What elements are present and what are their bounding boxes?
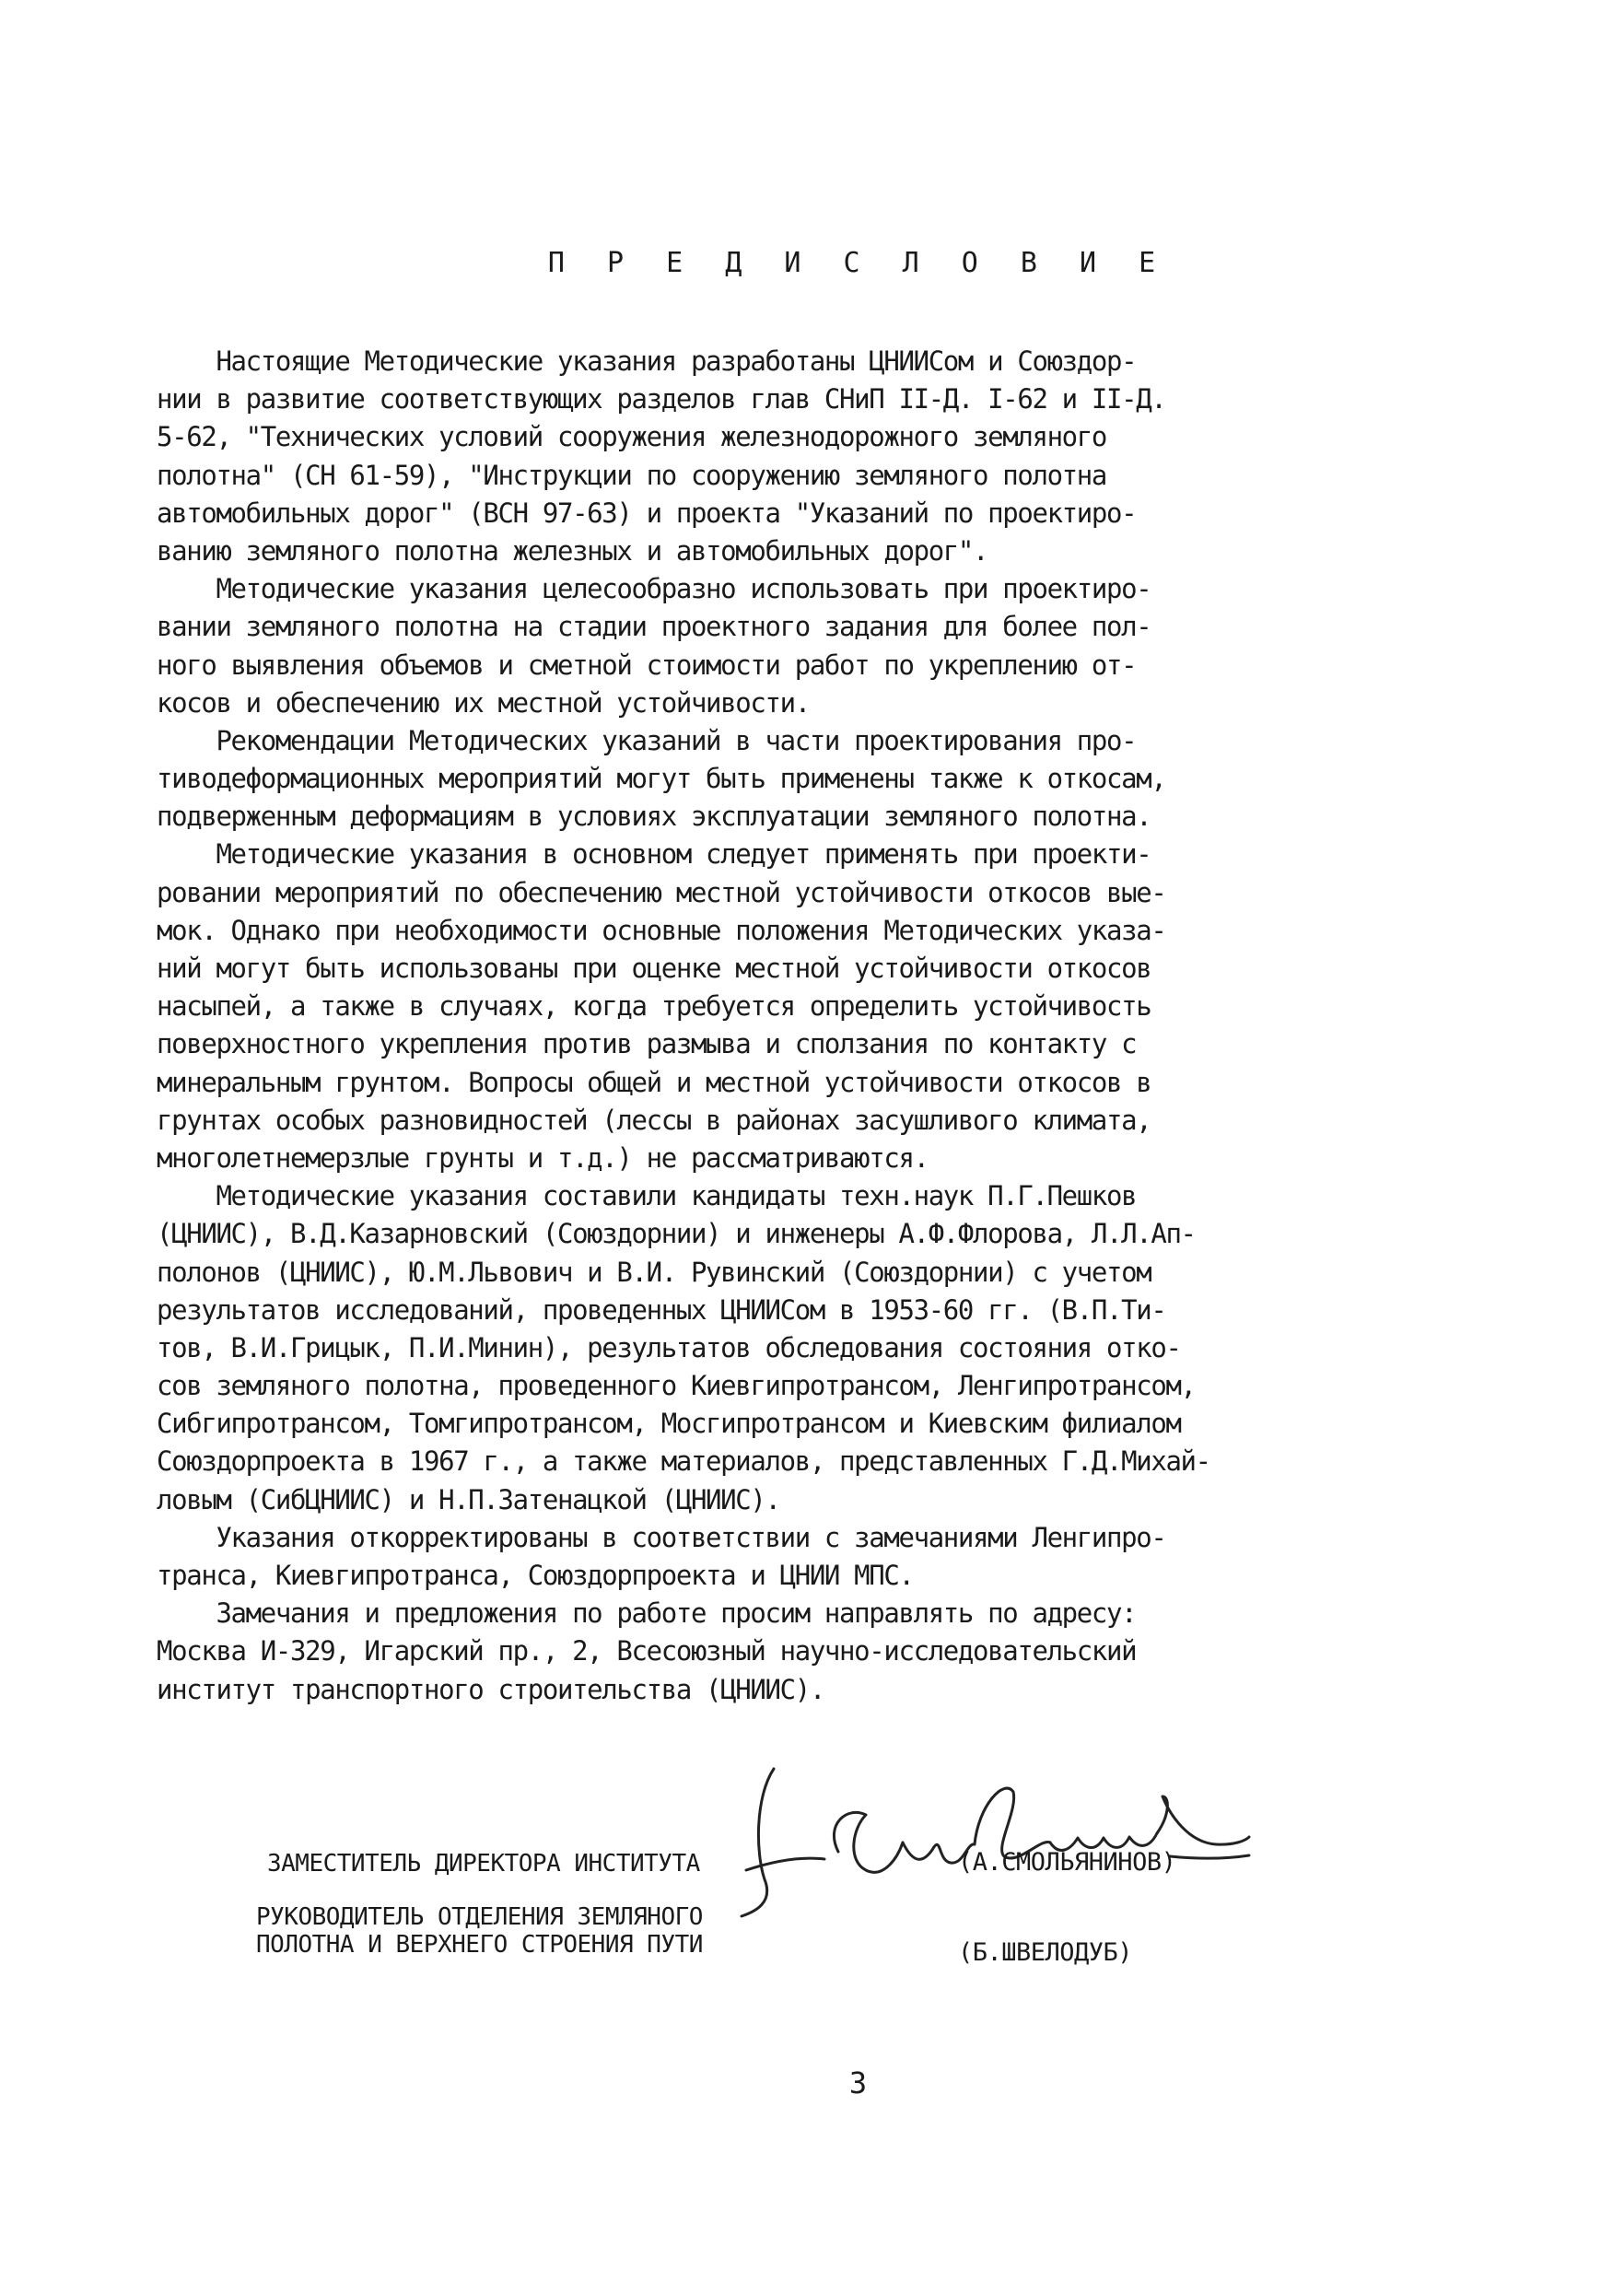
text-line: мок. Однако при необходимости основные положения Методических указа- xyxy=(157,914,1166,946)
handwritten-signature xyxy=(737,1741,1253,1925)
text-line: Методические указания целесообразно использовать при проектиро- xyxy=(157,573,1151,605)
text-line: минеральным грунтом. Вопросы общей и местной устойчивости откосов в xyxy=(157,1066,1151,1098)
text-line: результатов исследований, проведенных ЦНИИСом в 1953-60 гг. (В.П.Ти- xyxy=(157,1293,1166,1326)
text-line: Настоящие Методические указания разработаны ЦНИИСом и Союздор- xyxy=(157,345,1137,377)
department-head-title-line1: РУКОВОДИТЕЛЬ ОТДЕЛЕНИЯ ЗЕМЛЯНОГО xyxy=(256,1903,703,1931)
text-line: институт транспортного строительства (ЦНИИС). xyxy=(157,1673,824,1705)
text-line: нии в развитие соответствующих разделов глав СНиП II-Д. I-62 и II-Д. xyxy=(157,383,1166,415)
text-line: вании земляного полотна на стадии проектного задания для более пол- xyxy=(157,611,1151,643)
deputy-director-name: (А.СМОЛЬЯНИНОВ) xyxy=(958,1848,1176,1877)
text-line: автомобильных дорог" (ВСН 97-63) и проекта "Указаний по проектиро- xyxy=(157,497,1137,529)
text-line: поверхностного укрепления против размыва и сползания по контакту с xyxy=(157,1028,1137,1060)
text-line: грунтах особых разновидностей (лессы в районах засушливого климата, xyxy=(157,1104,1151,1136)
text-line: транса, Киевгипротранса, Союздорпроекта и ЦНИИ МПС. xyxy=(157,1560,914,1591)
preface-body xyxy=(157,343,1290,1709)
text-line: тиводеформационных мероприятий могут быть применены также к откосам, xyxy=(157,763,1166,795)
text-line: тов, В.И.Грицык, П.И.Минин), результатов обследования состояния отко- xyxy=(157,1331,1181,1363)
page-number: 3 xyxy=(848,2065,868,2100)
text-line: ний могут быть использованы при оценке местной устойчивости откосов xyxy=(157,953,1151,984)
text-line: насыпей, а также в случаях, когда требуется определить устойчивость xyxy=(157,990,1151,1023)
text-line: Рекомендации Методических указаний в части проектирования про- xyxy=(157,724,1137,756)
text-line: Москва И-329, Игарский пр., 2, Всесоюзный научно-исследовательский xyxy=(157,1635,1137,1667)
text-line: подверженным деформациям в условиях эксплуатации земляного полотна. xyxy=(157,801,1151,833)
text-line: Замечания и предложения по работе просим направлять по адресу: xyxy=(157,1597,1137,1630)
department-head-title-line2: ПОЛОТНА И ВЕРХНЕГО СТРОЕНИЯ ПУТИ xyxy=(256,1931,703,1959)
text-line: ного выявления объемов и сметной стоимости работ по укреплению от- xyxy=(157,649,1137,681)
text-line: Союздорпроекта в 1967 г., а также материалов, представленных Г.Д.Михай- xyxy=(157,1445,1210,1478)
text-line: Указания откорректированы в соответствии с замечаниями Ленгипро- xyxy=(157,1521,1166,1553)
text-line: ванию земляного полотна железных и автомобильных дорог". xyxy=(157,534,988,567)
text-line: сов земляного полотна, проведенного Киевгипротрансом, Ленгипротрансом, xyxy=(157,1370,1196,1402)
text-line: (ЦНИИС), В.Д.Казарновский (Союздорнии) и инженеры А.Ф.Флорова, Л.Л.Ап- xyxy=(157,1218,1196,1250)
text-line: 5-62, "Технических условий сооружения железнодорожного земляного xyxy=(157,421,1107,453)
page-title: П Р Е Д И С Л О В И Е xyxy=(547,247,1169,279)
text-line: ровании мероприятий по обеспечению местной устойчивости откосов вые- xyxy=(157,876,1166,908)
text-line: косов и обеспечению их местной устойчивости. xyxy=(157,686,810,719)
text-line: Сибгипротрансом, Томгипротрансом, Мосгипротрансом и Киевским филиалом xyxy=(157,1408,1181,1440)
text-line: Методические указания в основном следует применять при проекти- xyxy=(157,838,1151,871)
deputy-director-title: ЗАМЕСТИТЕЛЬ ДИРЕКТОРА ИНСТИТУТА xyxy=(267,1850,700,1878)
text-line: Методические указания составили кандидаты техн.наук П.Г.Пешков xyxy=(157,1180,1137,1212)
department-head-name: (Б.ШВЕЛОДУБ) xyxy=(958,1938,1133,1967)
text-line: многолетнемерзлые грунты и т.д.) не рассматриваются. xyxy=(157,1141,929,1174)
text-line: полонов (ЦНИИС), Ю.М.Львович и В.И. Рувинский (Союздорнии) с учетом xyxy=(157,1256,1151,1288)
text-line: ловым (СибЦНИИС) и Н.П.Затенацкой (ЦНИИС). xyxy=(157,1483,780,1515)
text-line: полотна" (СН 61-59), "Инструкции по сооружению земляного полотна xyxy=(157,459,1107,491)
